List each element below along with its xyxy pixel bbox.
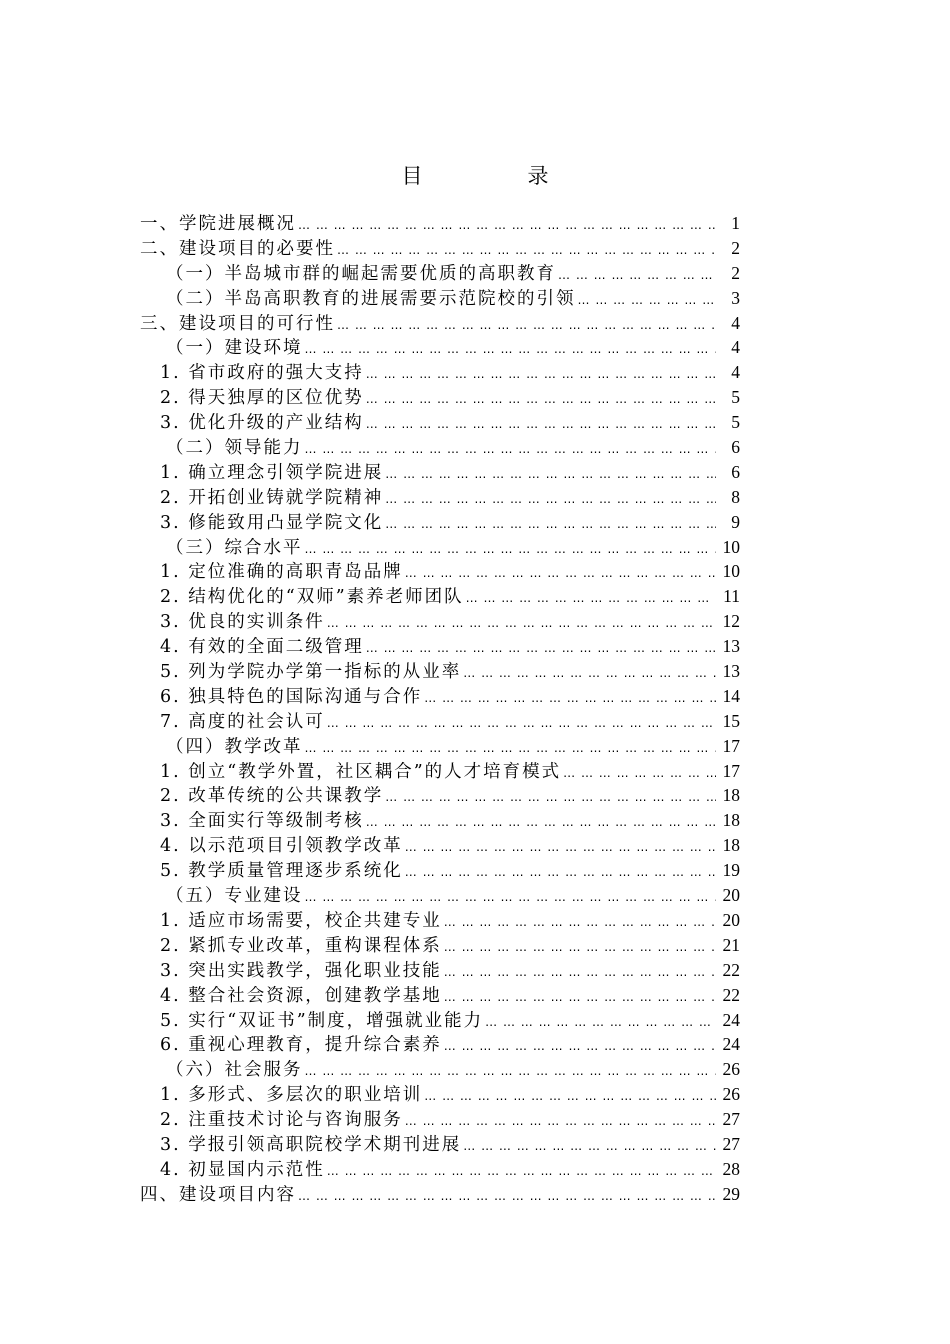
- toc-entry[interactable]: [140, 286, 740, 311]
- toc-entry[interactable]: [140, 609, 740, 634]
- toc-entry-label: 1. 多形式、多层次的职业培训: [160, 1085, 423, 1106]
- toc-entry[interactable]: [140, 1182, 740, 1207]
- toc-entry-label: 3. 全面实行等级制考核: [160, 811, 364, 832]
- toc-entry-label: 1. 定位准确的高职青岛品牌: [160, 562, 403, 583]
- toc-entry-label: 2. 改革传统的公共课教学: [160, 786, 384, 807]
- toc-entry-label: （二）半岛高职教育的进展需要示范院校的引领: [166, 288, 576, 309]
- toc-entry-page-number: 5: [731, 412, 740, 433]
- toc-entry[interactable]: [140, 535, 740, 560]
- toc-entry-page-number: 4: [731, 312, 740, 333]
- toc-entry-label: 6. 重视心理教育，提升综合素养: [160, 1035, 442, 1056]
- toc-entry-page-number: 18: [722, 785, 740, 806]
- toc-dot-leader: [305, 337, 717, 360]
- toc-entry-label: （一）半岛城市群的崛起需要优质的高职教育: [166, 263, 556, 284]
- toc-entry-page-number: 2: [731, 237, 740, 258]
- toc-dot-leader: [298, 1184, 716, 1207]
- toc-dot-leader: [444, 985, 716, 1008]
- toc-entry-page-number: 20: [722, 909, 740, 930]
- toc-dot-leader: [385, 785, 716, 808]
- toc-entry-page-number: 21: [722, 934, 740, 955]
- toc-dot-leader: [305, 437, 717, 460]
- toc-entry[interactable]: [140, 360, 740, 385]
- toc-entry-label: （三）综合水平: [166, 537, 303, 558]
- toc-entry[interactable]: [140, 385, 740, 410]
- toc-entry-page-number: 19: [722, 860, 740, 881]
- toc-entry[interactable]: [140, 833, 740, 858]
- toc-entry-label: 3. 修能致用凸显学院文化: [160, 512, 384, 533]
- toc-dot-leader: [327, 611, 716, 634]
- toc-dot-leader: [327, 711, 716, 734]
- toc-entry-page-number: 4: [731, 337, 740, 358]
- toc-entry[interactable]: [140, 460, 740, 485]
- toc-entry-label: 3. 优良的实训条件: [160, 612, 325, 633]
- toc-entry-page-number: 22: [722, 959, 740, 980]
- toc-entry-page-number: 22: [722, 984, 740, 1005]
- toc-entry-label: 2. 注重技术讨论与咨询服务: [160, 1110, 403, 1131]
- toc-dot-leader: [366, 412, 716, 435]
- toc-entry[interactable]: [140, 510, 740, 535]
- toc-entry[interactable]: [140, 1107, 740, 1132]
- toc-entry-label: 5. 列为学院办学第一指标的从业率: [160, 662, 462, 683]
- toc-entry[interactable]: [140, 783, 740, 808]
- toc-dot-leader: [366, 636, 716, 659]
- toc-entry-label: 5. 实行“双证书”制度，增强就业能力: [160, 1010, 484, 1031]
- toc-entry-page-number: 26: [722, 1059, 740, 1080]
- toc-entry[interactable]: [140, 634, 740, 659]
- toc-entry[interactable]: [140, 883, 740, 908]
- toc-entry-page-number: 17: [722, 735, 740, 756]
- toc-entry[interactable]: [140, 559, 740, 584]
- toc-dot-leader: [405, 835, 716, 858]
- toc-dot-leader: [337, 238, 716, 261]
- toc-entry-label: 3. 学报引领高职院校学术期刊进展: [160, 1134, 462, 1155]
- toc-entry[interactable]: [140, 584, 740, 609]
- toc-entry-label: 1. 省市政府的强大支持: [160, 363, 364, 384]
- toc-entry[interactable]: [140, 485, 740, 510]
- toc-entry[interactable]: [140, 709, 740, 734]
- toc-dot-leader: [424, 1084, 716, 1107]
- toc-entry[interactable]: [140, 1008, 740, 1033]
- toc-entry-page-number: 6: [731, 437, 740, 458]
- toc-entry-page-number: 14: [722, 685, 740, 706]
- toc-entry-label: 3. 优化升级的产业结构: [160, 413, 364, 434]
- toc-entry-label: 4. 整合社会资源，创建教学基地: [160, 985, 442, 1006]
- toc-entry-label: 1. 适应市场需要，校企共建专业: [160, 910, 442, 931]
- toc-entry-page-number: 8: [731, 486, 740, 507]
- toc-entry-label: 二、建设项目的必要性: [140, 238, 335, 259]
- toc-dot-leader: [385, 487, 716, 510]
- toc-entry[interactable]: [140, 1157, 740, 1182]
- toc-entry-page-number: 24: [722, 1034, 740, 1055]
- toc-entry-label: 2. 开拓创业铸就学院精神: [160, 487, 384, 508]
- toc-entry-page-number: 2: [731, 262, 740, 283]
- toc-entry-page-number: 24: [722, 1009, 740, 1030]
- toc-entry[interactable]: [140, 684, 740, 709]
- toc-entry-page-number: 3: [731, 287, 740, 308]
- toc-entry-page-number: 12: [722, 611, 740, 632]
- toc-dot-leader: [485, 1010, 716, 1033]
- toc-entry-page-number: 15: [722, 710, 740, 731]
- toc-dot-leader: [385, 512, 716, 535]
- toc-entry[interactable]: [140, 808, 740, 833]
- toc-dot-leader: [337, 313, 716, 336]
- toc-entry-page-number: 20: [722, 885, 740, 906]
- toc-dot-leader: [327, 1159, 716, 1182]
- toc-dot-leader: [305, 885, 717, 908]
- toc-entry-label: 5. 教学质量管理逐步系统化: [160, 861, 403, 882]
- toc-entry-label: 2. 结构优化的“双师”素养老师团队: [160, 587, 464, 608]
- toc-entry-label: 4. 初显国内示范性: [160, 1159, 325, 1180]
- toc-entry[interactable]: [140, 983, 740, 1008]
- toc-entry-page-number: 27: [722, 1133, 740, 1154]
- toc-entry-page-number: 18: [722, 835, 740, 856]
- toc-dot-leader: [463, 1134, 716, 1157]
- toc-entry[interactable]: [140, 933, 740, 958]
- toc-entry-label: （二）领导能力: [166, 438, 303, 459]
- toc-dot-leader: [444, 960, 716, 983]
- toc-entry[interactable]: [140, 211, 740, 236]
- toc-entry-label: 2. 紧抓专业改革，重构课程体系: [160, 935, 442, 956]
- toc-dot-leader: [366, 810, 716, 833]
- toc-entry-label: 1. 创立“教学外置，社区耦合”的人才培育模式: [160, 761, 562, 782]
- toc-dot-leader: [466, 586, 716, 609]
- toc-entry[interactable]: [140, 1082, 740, 1107]
- toc-entry-label: 一、学院进展概况: [140, 214, 296, 234]
- toc-entry-label: 三、建设项目的可行性: [140, 313, 335, 334]
- toc-entry-page-number: 28: [722, 1158, 740, 1179]
- toc-dot-leader: [578, 288, 717, 311]
- toc-entry[interactable]: [140, 1032, 740, 1057]
- toc-entry-label: 6. 独具特色的国际沟通与合作: [160, 686, 423, 707]
- toc-entry-label: 3. 突出实践教学，强化职业技能: [160, 960, 442, 981]
- toc-entry-page-number: 29: [722, 1183, 740, 1204]
- toc-entry-page-number: 1: [731, 213, 740, 233]
- toc-entry-label: 4. 以示范项目引领教学改革: [160, 836, 403, 857]
- table-of-contents: [140, 211, 740, 1207]
- toc-entry-label: （五）专业建设: [166, 886, 303, 907]
- toc-entry[interactable]: [140, 958, 740, 983]
- toc-entry[interactable]: [140, 908, 740, 933]
- toc-entry-page-number: 5: [731, 387, 740, 408]
- toc-entry-page-number: 17: [722, 760, 740, 781]
- toc-entry[interactable]: [140, 311, 740, 336]
- toc-entry-label: 2. 得天独厚的区位优势: [160, 388, 364, 409]
- toc-entry-label: （一）建设环境: [166, 338, 303, 359]
- toc-entry[interactable]: [140, 734, 740, 759]
- toc-entry[interactable]: [140, 335, 740, 360]
- toc-dot-leader: [444, 935, 716, 958]
- toc-entry[interactable]: [140, 410, 740, 435]
- toc-entry-label: （四）教学改革: [166, 736, 303, 757]
- toc-entry[interactable]: [140, 858, 740, 883]
- toc-entry[interactable]: [140, 435, 740, 460]
- toc-entry-label: 1. 确立理念引领学院进展: [160, 462, 384, 483]
- toc-entry-page-number: 18: [722, 810, 740, 831]
- toc-dot-leader: [463, 661, 716, 684]
- toc-entry-page-number: 26: [722, 1084, 740, 1105]
- toc-dot-leader: [305, 736, 717, 759]
- toc-entry-page-number: 13: [722, 636, 740, 657]
- toc-dot-leader: [405, 860, 716, 883]
- toc-entry[interactable]: [140, 659, 740, 684]
- toc-dot-leader: [558, 263, 716, 286]
- toc-dot-leader: [444, 910, 716, 933]
- toc-dot-leader: [298, 213, 716, 236]
- toc-entry-page-number: 10: [722, 536, 740, 557]
- toc-entry-page-number: 10: [722, 561, 740, 582]
- toc-entry-label: （六）社会服务: [166, 1060, 303, 1081]
- toc-entry-label: 四、建设项目内容: [140, 1184, 296, 1205]
- toc-dot-leader: [405, 1109, 716, 1132]
- toc-entry-label: 7. 高度的社会认可: [160, 711, 325, 732]
- toc-entry[interactable]: [140, 1057, 740, 1082]
- toc-entry-label: 4. 有效的全面二级管理: [160, 637, 364, 658]
- toc-dot-leader: [305, 1059, 717, 1082]
- toc-dot-leader: [563, 761, 716, 784]
- toc-entry-page-number: 13: [722, 661, 740, 682]
- toc-dot-leader: [385, 462, 716, 485]
- page-title: 目 录: [401, 164, 591, 188]
- toc-entry[interactable]: [140, 759, 740, 784]
- toc-entry-page-number: 27: [722, 1109, 740, 1130]
- toc-entry-page-number: 6: [731, 461, 740, 482]
- toc-entry-page-number: 9: [731, 511, 740, 532]
- toc-dot-leader: [366, 362, 716, 385]
- toc-dot-leader: [405, 561, 716, 584]
- toc-dot-leader: [305, 537, 717, 560]
- toc-dot-leader: [424, 686, 716, 709]
- toc-dot-leader: [444, 1034, 716, 1057]
- toc-entry-page-number: 11: [723, 586, 740, 607]
- toc-entry[interactable]: [140, 236, 740, 261]
- toc-entry-page-number: 4: [731, 362, 740, 383]
- toc-dot-leader: [366, 387, 716, 410]
- toc-entry[interactable]: [140, 261, 740, 286]
- toc-entry[interactable]: [140, 1132, 740, 1157]
